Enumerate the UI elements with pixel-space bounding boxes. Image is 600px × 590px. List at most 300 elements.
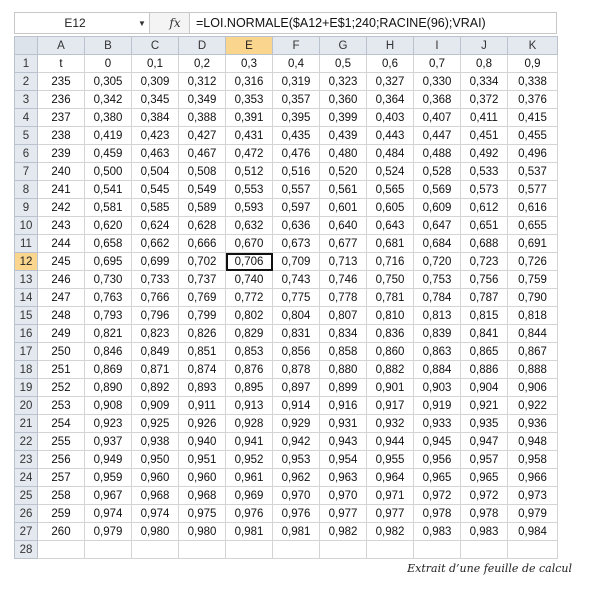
column-header-k[interactable]: K bbox=[508, 37, 558, 55]
cell[interactable]: 0,913 bbox=[226, 397, 273, 415]
cell[interactable]: 0,431 bbox=[226, 127, 273, 145]
cell[interactable]: 0,772 bbox=[226, 289, 273, 307]
cell[interactable]: 0,899 bbox=[320, 379, 367, 397]
cell[interactable]: 0,925 bbox=[132, 415, 179, 433]
cell[interactable]: 0,4 bbox=[273, 55, 320, 73]
chevron-down-icon[interactable]: ▼ bbox=[138, 18, 146, 28]
cell[interactable]: 0,9 bbox=[508, 55, 558, 73]
cell[interactable] bbox=[508, 541, 558, 559]
cell[interactable]: 0,923 bbox=[85, 415, 132, 433]
cell[interactable]: 0,983 bbox=[414, 523, 461, 541]
row-header[interactable]: 11 bbox=[15, 235, 38, 253]
cell[interactable]: 0,957 bbox=[461, 451, 508, 469]
cell[interactable]: 0,916 bbox=[320, 397, 367, 415]
cell[interactable]: 0,836 bbox=[367, 325, 414, 343]
cell[interactable]: 259 bbox=[38, 505, 85, 523]
cell[interactable]: 0,919 bbox=[414, 397, 461, 415]
cell[interactable]: 0,844 bbox=[508, 325, 558, 343]
cell[interactable]: 0,971 bbox=[367, 487, 414, 505]
cell[interactable]: 0,309 bbox=[132, 73, 179, 91]
cell[interactable] bbox=[132, 541, 179, 559]
name-box[interactable] bbox=[15, 13, 150, 33]
cell[interactable]: 238 bbox=[38, 127, 85, 145]
cell[interactable]: 0,938 bbox=[132, 433, 179, 451]
cell[interactable]: 0,829 bbox=[226, 325, 273, 343]
cell[interactable]: 0,484 bbox=[367, 145, 414, 163]
cell[interactable]: 0,961 bbox=[226, 469, 273, 487]
cell[interactable]: 0,746 bbox=[320, 271, 367, 289]
cell[interactable]: 0,709 bbox=[273, 253, 320, 271]
cell[interactable]: 0,968 bbox=[132, 487, 179, 505]
select-all-corner[interactable] bbox=[15, 37, 38, 55]
cell[interactable]: 0,897 bbox=[273, 379, 320, 397]
cell[interactable]: 0 bbox=[85, 55, 132, 73]
cell[interactable]: 0,605 bbox=[367, 199, 414, 217]
cell[interactable]: 0,681 bbox=[367, 235, 414, 253]
cell[interactable]: 0,472 bbox=[226, 145, 273, 163]
cell[interactable]: 0,368 bbox=[414, 91, 461, 109]
cell[interactable]: 0,338 bbox=[508, 73, 558, 91]
cell[interactable]: 0,353 bbox=[226, 91, 273, 109]
cell[interactable]: 0,601 bbox=[320, 199, 367, 217]
cell[interactable]: 0,750 bbox=[367, 271, 414, 289]
cell[interactable]: 0,730 bbox=[85, 271, 132, 289]
cell[interactable]: 0,463 bbox=[132, 145, 179, 163]
cell[interactable]: 251 bbox=[38, 361, 85, 379]
cell[interactable]: 0,813 bbox=[414, 307, 461, 325]
row-header[interactable]: 8 bbox=[15, 181, 38, 199]
cell[interactable]: 0,647 bbox=[414, 217, 461, 235]
cell[interactable]: 247 bbox=[38, 289, 85, 307]
cell[interactable]: 0,423 bbox=[132, 127, 179, 145]
cell[interactable]: 0,984 bbox=[508, 523, 558, 541]
cell[interactable]: 0,979 bbox=[508, 505, 558, 523]
cell[interactable]: 0,524 bbox=[367, 163, 414, 181]
cell[interactable]: 0,616 bbox=[508, 199, 558, 217]
cell[interactable]: 0,947 bbox=[461, 433, 508, 451]
cell[interactable]: 0,766 bbox=[132, 289, 179, 307]
row-header[interactable]: 12 bbox=[15, 253, 38, 271]
cell[interactable]: 0,376 bbox=[508, 91, 558, 109]
row-header[interactable]: 20 bbox=[15, 397, 38, 415]
cell[interactable]: 0,380 bbox=[85, 109, 132, 127]
cell[interactable]: 0,860 bbox=[367, 343, 414, 361]
cell[interactable]: 0,528 bbox=[414, 163, 461, 181]
cell[interactable]: 0,640 bbox=[320, 217, 367, 235]
cell[interactable]: 0,972 bbox=[414, 487, 461, 505]
cell[interactable] bbox=[85, 541, 132, 559]
cell[interactable]: 0,459 bbox=[85, 145, 132, 163]
cell[interactable]: 0,439 bbox=[320, 127, 367, 145]
cell[interactable]: 256 bbox=[38, 451, 85, 469]
row-header[interactable]: 27 bbox=[15, 523, 38, 541]
cell[interactable]: 0,869 bbox=[85, 361, 132, 379]
row-header[interactable]: 19 bbox=[15, 379, 38, 397]
cell[interactable]: 0,702 bbox=[179, 253, 226, 271]
cell[interactable]: 0,878 bbox=[273, 361, 320, 379]
cell[interactable]: 0,691 bbox=[508, 235, 558, 253]
cell[interactable]: 0,388 bbox=[179, 109, 226, 127]
row-header[interactable]: 21 bbox=[15, 415, 38, 433]
cell[interactable] bbox=[38, 541, 85, 559]
cell[interactable]: 0,612 bbox=[461, 199, 508, 217]
cell[interactable]: 0,980 bbox=[179, 523, 226, 541]
row-header[interactable]: 13 bbox=[15, 271, 38, 289]
cell[interactable]: 0,763 bbox=[85, 289, 132, 307]
cell[interactable]: 0,982 bbox=[367, 523, 414, 541]
cell[interactable]: 0,965 bbox=[461, 469, 508, 487]
cell[interactable]: 0,759 bbox=[508, 271, 558, 289]
cell[interactable]: 0,841 bbox=[461, 325, 508, 343]
cell[interactable]: 237 bbox=[38, 109, 85, 127]
column-header-d[interactable]: D bbox=[179, 37, 226, 55]
cell[interactable]: 0,942 bbox=[273, 433, 320, 451]
row-header[interactable]: 15 bbox=[15, 307, 38, 325]
row-header[interactable]: 28 bbox=[15, 541, 38, 559]
cell[interactable]: 0,973 bbox=[508, 487, 558, 505]
cell[interactable]: 0,323 bbox=[320, 73, 367, 91]
cell[interactable]: 0,330 bbox=[414, 73, 461, 91]
cell[interactable]: 0,965 bbox=[414, 469, 461, 487]
cell[interactable]: 0,964 bbox=[367, 469, 414, 487]
cell[interactable]: 0,955 bbox=[367, 451, 414, 469]
cell[interactable]: 0,781 bbox=[367, 289, 414, 307]
cell[interactable]: 0,943 bbox=[320, 433, 367, 451]
cell[interactable]: 0,720 bbox=[414, 253, 461, 271]
cell[interactable]: 0,983 bbox=[461, 523, 508, 541]
cell[interactable]: 0,956 bbox=[414, 451, 461, 469]
cell[interactable]: 0,488 bbox=[414, 145, 461, 163]
row-header[interactable]: 6 bbox=[15, 145, 38, 163]
cell[interactable]: 0,443 bbox=[367, 127, 414, 145]
column-header-a[interactable]: A bbox=[38, 37, 85, 55]
cell[interactable]: 0,334 bbox=[461, 73, 508, 91]
cell[interactable]: 0,384 bbox=[132, 109, 179, 127]
cell[interactable]: 0,949 bbox=[85, 451, 132, 469]
row-header[interactable]: 3 bbox=[15, 91, 38, 109]
cell[interactable]: 0,880 bbox=[320, 361, 367, 379]
cell[interactable] bbox=[414, 541, 461, 559]
cell[interactable]: 0,966 bbox=[508, 469, 558, 487]
cell[interactable]: 0,467 bbox=[179, 145, 226, 163]
cell[interactable]: 0,890 bbox=[85, 379, 132, 397]
cell[interactable]: 0,305 bbox=[85, 73, 132, 91]
cell[interactable]: 0,360 bbox=[320, 91, 367, 109]
cell[interactable]: 0,345 bbox=[132, 91, 179, 109]
column-header-c[interactable]: C bbox=[132, 37, 179, 55]
cell[interactable] bbox=[273, 541, 320, 559]
cell[interactable]: 0,846 bbox=[85, 343, 132, 361]
cell[interactable]: 0,981 bbox=[226, 523, 273, 541]
cell[interactable]: 0,778 bbox=[320, 289, 367, 307]
cell[interactable]: 248 bbox=[38, 307, 85, 325]
cell[interactable]: 0,856 bbox=[273, 343, 320, 361]
cell[interactable]: 0,545 bbox=[132, 181, 179, 199]
cell[interactable]: 0,636 bbox=[273, 217, 320, 235]
cell[interactable]: 0,628 bbox=[179, 217, 226, 235]
cell[interactable]: 0,823 bbox=[132, 325, 179, 343]
cell[interactable]: 0,969 bbox=[226, 487, 273, 505]
cell[interactable]: 0,737 bbox=[179, 271, 226, 289]
cell[interactable]: 0,974 bbox=[85, 505, 132, 523]
column-header-i[interactable]: I bbox=[414, 37, 461, 55]
cell[interactable]: 0,557 bbox=[273, 181, 320, 199]
cell[interactable]: 0,480 bbox=[320, 145, 367, 163]
cell[interactable]: 0,651 bbox=[461, 217, 508, 235]
cell[interactable]: 0,411 bbox=[461, 109, 508, 127]
cell[interactable] bbox=[226, 541, 273, 559]
cell[interactable]: 0,447 bbox=[414, 127, 461, 145]
cell[interactable]: 0,520 bbox=[320, 163, 367, 181]
cell[interactable]: 0,982 bbox=[320, 523, 367, 541]
row-header[interactable]: 4 bbox=[15, 109, 38, 127]
column-header-f[interactable]: F bbox=[273, 37, 320, 55]
cell[interactable]: 0,655 bbox=[508, 217, 558, 235]
cell[interactable]: 249 bbox=[38, 325, 85, 343]
cell[interactable]: 252 bbox=[38, 379, 85, 397]
cell[interactable]: 0,723 bbox=[461, 253, 508, 271]
cell[interactable]: 0,403 bbox=[367, 109, 414, 127]
cell[interactable]: 0,589 bbox=[179, 199, 226, 217]
cell[interactable]: 0,933 bbox=[414, 415, 461, 433]
cell[interactable]: 0,937 bbox=[85, 433, 132, 451]
cell[interactable]: 257 bbox=[38, 469, 85, 487]
cell[interactable]: 0,796 bbox=[132, 307, 179, 325]
cell[interactable]: 0,537 bbox=[508, 163, 558, 181]
cell[interactable]: 0,926 bbox=[179, 415, 226, 433]
cell[interactable]: 0,802 bbox=[226, 307, 273, 325]
cell[interactable]: 0,960 bbox=[132, 469, 179, 487]
column-header-g[interactable]: G bbox=[320, 37, 367, 55]
cell[interactable]: 0,508 bbox=[179, 163, 226, 181]
cell[interactable]: 0,952 bbox=[226, 451, 273, 469]
row-header[interactable]: 5 bbox=[15, 127, 38, 145]
cell[interactable]: 0,931 bbox=[320, 415, 367, 433]
cell[interactable]: 0,500 bbox=[85, 163, 132, 181]
row-header[interactable]: 24 bbox=[15, 469, 38, 487]
cell[interactable]: 0,3 bbox=[226, 55, 273, 73]
cell[interactable]: 0,549 bbox=[179, 181, 226, 199]
cell[interactable]: 0,8 bbox=[461, 55, 508, 73]
cell[interactable]: 0,699 bbox=[132, 253, 179, 271]
cell[interactable]: 0,5 bbox=[320, 55, 367, 73]
cell[interactable]: 0,597 bbox=[273, 199, 320, 217]
cell[interactable]: 0,863 bbox=[414, 343, 461, 361]
cell[interactable]: 0,407 bbox=[414, 109, 461, 127]
cell[interactable]: 0,884 bbox=[414, 361, 461, 379]
cell[interactable]: 0,954 bbox=[320, 451, 367, 469]
cell[interactable]: 0,909 bbox=[132, 397, 179, 415]
cell[interactable]: 0,533 bbox=[461, 163, 508, 181]
cell[interactable]: t bbox=[38, 55, 85, 73]
row-header[interactable]: 14 bbox=[15, 289, 38, 307]
cell[interactable]: 0,2 bbox=[179, 55, 226, 73]
cell[interactable]: 0,593 bbox=[226, 199, 273, 217]
cell[interactable]: 0,960 bbox=[179, 469, 226, 487]
cell[interactable]: 0,733 bbox=[132, 271, 179, 289]
cell[interactable]: 0,677 bbox=[320, 235, 367, 253]
cell[interactable]: 0,399 bbox=[320, 109, 367, 127]
cell[interactable]: 255 bbox=[38, 433, 85, 451]
cell[interactable]: 241 bbox=[38, 181, 85, 199]
cell[interactable]: 0,419 bbox=[85, 127, 132, 145]
cell[interactable]: 0,979 bbox=[85, 523, 132, 541]
cell[interactable]: 0,357 bbox=[273, 91, 320, 109]
cell[interactable]: 235 bbox=[38, 73, 85, 91]
cell[interactable]: 0,834 bbox=[320, 325, 367, 343]
cell[interactable]: 0,908 bbox=[85, 397, 132, 415]
cell[interactable]: 0,941 bbox=[226, 433, 273, 451]
cell[interactable] bbox=[179, 541, 226, 559]
cell[interactable]: 0,541 bbox=[85, 181, 132, 199]
cell[interactable]: 243 bbox=[38, 217, 85, 235]
cell[interactable]: 0,620 bbox=[85, 217, 132, 235]
cell[interactable]: 250 bbox=[38, 343, 85, 361]
cell[interactable]: 0,658 bbox=[85, 235, 132, 253]
cell[interactable]: 0,968 bbox=[179, 487, 226, 505]
cell[interactable]: 0,609 bbox=[414, 199, 461, 217]
cell[interactable]: 0,784 bbox=[414, 289, 461, 307]
cell[interactable]: 0,935 bbox=[461, 415, 508, 433]
column-header-j[interactable]: J bbox=[461, 37, 508, 55]
cell[interactable]: 0,553 bbox=[226, 181, 273, 199]
cell[interactable]: 0,372 bbox=[461, 91, 508, 109]
cell[interactable]: 0,756 bbox=[461, 271, 508, 289]
column-header-h[interactable]: H bbox=[367, 37, 414, 55]
cell[interactable]: 0,858 bbox=[320, 343, 367, 361]
cell[interactable]: 0,713 bbox=[320, 253, 367, 271]
cell[interactable]: 0,740 bbox=[226, 271, 273, 289]
cell[interactable]: 0,769 bbox=[179, 289, 226, 307]
cell[interactable]: 0,917 bbox=[367, 397, 414, 415]
cell[interactable]: 0,342 bbox=[85, 91, 132, 109]
cell[interactable]: 0,904 bbox=[461, 379, 508, 397]
row-header[interactable]: 16 bbox=[15, 325, 38, 343]
cell[interactable]: 0,932 bbox=[367, 415, 414, 433]
cell[interactable]: 0,451 bbox=[461, 127, 508, 145]
cell[interactable]: 0,970 bbox=[320, 487, 367, 505]
cell[interactable]: 246 bbox=[38, 271, 85, 289]
cell[interactable]: 0,312 bbox=[179, 73, 226, 91]
cell[interactable]: 0,929 bbox=[273, 415, 320, 433]
cell[interactable]: 0,903 bbox=[414, 379, 461, 397]
cell[interactable]: 0,886 bbox=[461, 361, 508, 379]
cell[interactable]: 0,974 bbox=[132, 505, 179, 523]
cell[interactable]: 0,818 bbox=[508, 307, 558, 325]
cell[interactable] bbox=[461, 541, 508, 559]
cell[interactable]: 0,670 bbox=[226, 235, 273, 253]
cell[interactable]: 253 bbox=[38, 397, 85, 415]
cell[interactable]: 0,327 bbox=[367, 73, 414, 91]
cell[interactable]: 0,977 bbox=[367, 505, 414, 523]
cell[interactable]: 0,959 bbox=[85, 469, 132, 487]
cell[interactable]: 0,7 bbox=[414, 55, 461, 73]
cell[interactable]: 0,624 bbox=[132, 217, 179, 235]
cell[interactable]: 0,716 bbox=[367, 253, 414, 271]
cell[interactable]: 0,871 bbox=[132, 361, 179, 379]
row-header[interactable]: 2 bbox=[15, 73, 38, 91]
cell[interactable]: 0,807 bbox=[320, 307, 367, 325]
cell[interactable]: 0,395 bbox=[273, 109, 320, 127]
cell[interactable]: 0,775 bbox=[273, 289, 320, 307]
cell[interactable]: 0,978 bbox=[461, 505, 508, 523]
cell[interactable]: 0,853 bbox=[226, 343, 273, 361]
cell[interactable]: 0,666 bbox=[179, 235, 226, 253]
cell[interactable]: 0,799 bbox=[179, 307, 226, 325]
cell[interactable]: 0,492 bbox=[461, 145, 508, 163]
cell[interactable]: 0,839 bbox=[414, 325, 461, 343]
cell[interactable]: 0,921 bbox=[461, 397, 508, 415]
cell[interactable]: 0,435 bbox=[273, 127, 320, 145]
cell[interactable]: 0,427 bbox=[179, 127, 226, 145]
cell[interactable]: 0,476 bbox=[273, 145, 320, 163]
cell[interactable]: 0,944 bbox=[367, 433, 414, 451]
cell[interactable]: 0,867 bbox=[508, 343, 558, 361]
cell[interactable]: 0,893 bbox=[179, 379, 226, 397]
row-header[interactable]: 18 bbox=[15, 361, 38, 379]
cell[interactable]: 0,981 bbox=[273, 523, 320, 541]
cell[interactable]: 0,753 bbox=[414, 271, 461, 289]
cell[interactable]: 0,948 bbox=[508, 433, 558, 451]
cell[interactable] bbox=[320, 541, 367, 559]
cell[interactable]: 0,787 bbox=[461, 289, 508, 307]
cell[interactable]: 0,906 bbox=[508, 379, 558, 397]
row-header[interactable]: 23 bbox=[15, 451, 38, 469]
cell[interactable]: 0,673 bbox=[273, 235, 320, 253]
cell[interactable]: 0,810 bbox=[367, 307, 414, 325]
cell[interactable]: 0,876 bbox=[226, 361, 273, 379]
cell[interactable]: 0,319 bbox=[273, 73, 320, 91]
cell[interactable]: 0,391 bbox=[226, 109, 273, 127]
row-header[interactable]: 9 bbox=[15, 199, 38, 217]
cell[interactable]: 0,585 bbox=[132, 199, 179, 217]
cell[interactable]: 0,415 bbox=[508, 109, 558, 127]
cell[interactable]: 0,962 bbox=[273, 469, 320, 487]
cell[interactable]: 239 bbox=[38, 145, 85, 163]
cell[interactable]: 258 bbox=[38, 487, 85, 505]
cell[interactable]: 245 bbox=[38, 253, 85, 271]
cell[interactable]: 0,516 bbox=[273, 163, 320, 181]
cell[interactable]: 0,901 bbox=[367, 379, 414, 397]
cell[interactable]: 0,688 bbox=[461, 235, 508, 253]
cell[interactable]: 242 bbox=[38, 199, 85, 217]
cell[interactable]: 0,826 bbox=[179, 325, 226, 343]
cell[interactable]: 0,6 bbox=[367, 55, 414, 73]
cell[interactable]: 0,977 bbox=[320, 505, 367, 523]
cell[interactable]: 0,975 bbox=[179, 505, 226, 523]
row-header[interactable]: 1 bbox=[15, 55, 38, 73]
cell[interactable]: 0,684 bbox=[414, 235, 461, 253]
cell[interactable]: 0,662 bbox=[132, 235, 179, 253]
cell[interactable]: 0,821 bbox=[85, 325, 132, 343]
cell[interactable]: 0,364 bbox=[367, 91, 414, 109]
cell[interactable]: 0,911 bbox=[179, 397, 226, 415]
cell[interactable]: 0,581 bbox=[85, 199, 132, 217]
cell[interactable]: 0,815 bbox=[461, 307, 508, 325]
cell[interactable]: 0,970 bbox=[273, 487, 320, 505]
cell[interactable]: 0,316 bbox=[226, 73, 273, 91]
cell[interactable]: 0,512 bbox=[226, 163, 273, 181]
cell[interactable]: 260 bbox=[38, 523, 85, 541]
cell[interactable]: 0,928 bbox=[226, 415, 273, 433]
cell[interactable]: 0,726 bbox=[508, 253, 558, 271]
cell[interactable]: 0,967 bbox=[85, 487, 132, 505]
cell[interactable]: 0,496 bbox=[508, 145, 558, 163]
cell[interactable]: 0,963 bbox=[320, 469, 367, 487]
insert-function-icon[interactable]: fx bbox=[169, 16, 181, 30]
cell[interactable]: 0,851 bbox=[179, 343, 226, 361]
cell[interactable]: 244 bbox=[38, 235, 85, 253]
